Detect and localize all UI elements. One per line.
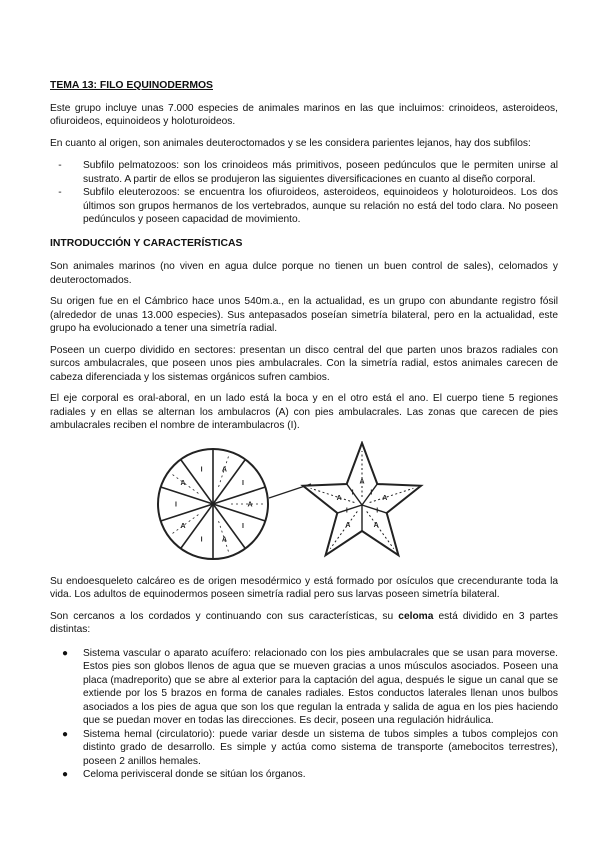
dash-marker: - xyxy=(58,187,62,198)
bullet-marker: ● xyxy=(62,647,69,659)
bullet-marker: ● xyxy=(62,769,69,780)
radial-symmetry-diagram xyxy=(50,441,558,567)
star-interradius-line xyxy=(347,483,362,504)
ambulacro-label: A xyxy=(221,465,227,473)
star-interradius-line xyxy=(337,505,362,513)
interambulacro-label: I xyxy=(370,489,373,497)
interambulacro-label: I xyxy=(200,536,203,544)
interambulacro-label: I xyxy=(376,506,379,514)
ambulacro-label: A xyxy=(180,522,186,530)
subfilos-list xyxy=(50,159,558,227)
paragraph-4: El eje corporal es oral-aboral, en un lado está la boca y en el otro está el ano. El cuerpo tiene 5 regiones radiales y en ellas se alternan los ambulacros (A) con pies ambulacrales. Las zonas que carecen de pies ambulacrales reciben el nombre de interambulacros (I). xyxy=(50,393,558,431)
list-item xyxy=(50,647,558,728)
page-title: TEMA 13: FILO EQUINODERMOS xyxy=(50,80,213,91)
celoma-parts-list xyxy=(50,647,558,782)
ambulacro-label: A xyxy=(247,501,253,508)
symmetry-figure xyxy=(50,441,558,567)
disc-radius-line xyxy=(161,504,213,521)
bullet-marker: ● xyxy=(62,728,69,740)
list-item-text: Subfilo pelmatozoos: son los crinoideos más primitivos, poseen pedúnculos que le permiten unirse al sustrato. A partir de ellos se produjeron las siguientes diversificaciones en cuanto al diseño corporal. xyxy=(83,160,558,185)
list-item xyxy=(50,186,558,227)
paragraph-celoma: Son cercanos a los cordados y continuando con sus características, su celoma está dividido en 3 partes distintas: xyxy=(50,610,558,635)
paragraph-endoskeleton: Su endoesqueleto calcáreo es de origen mesodérmico y está formado por osículos que crecendurante toda la vida. Los adultos de equinodermos poseen simetría radial pero sus larvas poseen simetría bilateral. xyxy=(50,575,558,600)
ambulacro-label: A xyxy=(373,521,379,529)
ambulacro-label: A xyxy=(336,494,342,502)
document-page xyxy=(50,79,558,782)
list-item-text: Sistema hemal (circulatorio): puede variar desde un sistema de tubos simples a tubos complejos con distinto grado de desarrollo. Es simple y actúa como sistema de transporte (amebocitos terrestres), poseen 2 anillos hemales. xyxy=(83,728,558,767)
list-item xyxy=(50,728,558,769)
ambulacral-groove-line xyxy=(311,488,355,502)
list-item-text: Subfilo eleuterozoos: se encuentra los ofiuroideos, asteroideos, equinoideos y holoturoideos. Los dos últimos son grupos hermanos de los vertebrados, aunque su relación no está del todo clara. No poseen pedúnculos y poseen capacidad de movimiento. xyxy=(83,187,558,225)
disc-radius-line xyxy=(213,504,265,521)
dash-marker: - xyxy=(58,160,62,171)
disc-diagram xyxy=(133,449,311,567)
list-item xyxy=(50,768,558,782)
interambulacro-label: I xyxy=(241,522,244,530)
celoma-term: celoma xyxy=(398,610,434,622)
intro-paragraph-2: En cuanto al origen, son animales deuteroctomados y se les considera parientes lejanos, hay dos subfilos: xyxy=(50,137,531,149)
paragraph-3: Poseen un cuerpo dividido en sectores: presentan un disco central del que parten unos brazos radiales con surcos ambulacrales, que poseen unos pies ambulacrales. Con la simetría radial, estos animales carecen de cabeza diferenciada y los sistemas orgánicos sufren cambios. xyxy=(50,344,558,383)
intro-paragraph-1: Este grupo incluye unas 7.000 especies de animales marinos en las que incluimos: crinoideos, asteroideos, ofiuroideos, equinoideos y holoturoideos. xyxy=(50,102,558,127)
ambulacro-label: A xyxy=(345,521,351,529)
ambulacro-label: A xyxy=(221,536,227,544)
list-item-text: Sistema vascular o aparato acuífero: relacionado con los pies ambulacrales que se usan para moverse. Estos pies son globos llenos de agua que se mueven gracias a unos músculos asociados. Poseen una placa (madreporito) que se abre al exterior para la captación del agua, después le sigue un canal que se extiende por los 5 brazos en forma de canales radiales. Estos conductos laterales llenan unos bulbos asociados a los pies de agua que son los que regulan la entrada y salida de agua en los pies haciendo que se puedan mover en todas las direcciones. Es decir, poseen una regulación hidráulica. xyxy=(83,647,558,726)
paragraph-2: Su origen fue en el Cámbrico hace unos 540m.a., en la actualidad, es un grupo con abundante registro fósil (alrededor de unas 13.000 especies). Sus antepasados poseían simetría bilateral, pero en la actualidad, este grupo ha evolucionado a tener una simetría radial. xyxy=(50,296,558,334)
section-heading: INTRODUCCIÓN Y CARACTERÍSTICAS xyxy=(50,237,243,249)
interambulacro-label: I xyxy=(351,489,354,497)
interambulacro-label: I xyxy=(345,506,348,514)
ambulacro-label: A xyxy=(382,494,388,502)
disc-radius-line xyxy=(213,459,245,503)
interambulacro-label: I xyxy=(361,518,363,525)
ambulacro-label: A xyxy=(180,479,186,487)
interambulacro-label: I xyxy=(175,501,177,508)
ambulacro-label: A xyxy=(359,478,365,485)
star-interradius-line xyxy=(362,505,387,513)
interambulacro-label: I xyxy=(241,479,244,487)
star-diagram xyxy=(303,443,421,555)
interambulacro-label: I xyxy=(200,465,203,473)
list-item xyxy=(50,159,558,186)
list-item-text: Celoma perivisceral donde se sitúan los órganos. xyxy=(83,769,306,780)
disc-radius-line xyxy=(213,504,245,548)
disc-radius-line xyxy=(213,487,265,504)
disc-radius-line xyxy=(161,487,213,504)
ambulacral-groove-line xyxy=(370,488,414,502)
paragraph-1: Son animales marinos (no viven en agua dulce porque no tienen un buen control de sales), celomados y deuteroctomados. xyxy=(50,261,558,286)
